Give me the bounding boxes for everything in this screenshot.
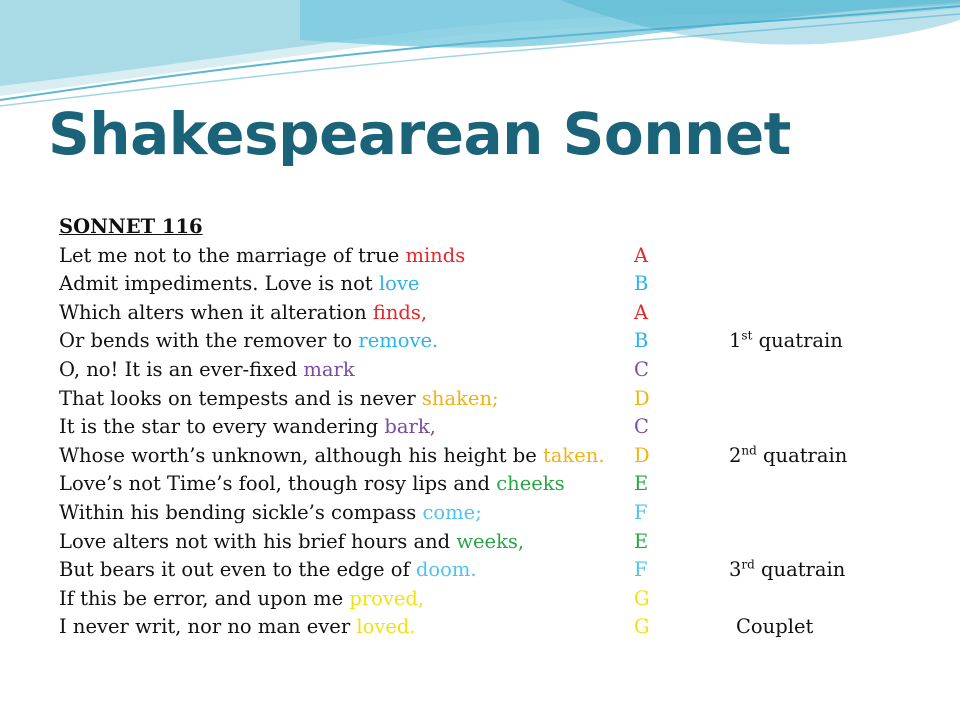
poem-line [59, 242, 649, 271]
header-wave-decoration [0, 0, 960, 110]
line-text: Which alters when it alteration [59, 300, 373, 324]
page-title: Shakespearean Sonnet [48, 100, 791, 168]
rhyme-letter: B [634, 272, 649, 296]
rhyme-word: shaken; [421, 386, 499, 410]
poem-line [59, 299, 649, 328]
line-text: It is the star to every wandering [59, 415, 385, 439]
quatrain-label-2: 2nd quatrain [729, 443, 848, 467]
line-text: But bears it out even to the edge of [59, 558, 416, 582]
line-text: I never writ, nor no man ever [59, 615, 357, 639]
poem-line [59, 385, 650, 414]
poem-line [59, 613, 814, 642]
sonnet-text [59, 213, 848, 642]
line-text: Love alters not with his brief hours and [59, 529, 457, 553]
rhyme-letter: A [634, 300, 649, 324]
rhyme-word: loved. [356, 615, 416, 639]
rhyme-letter: F [634, 558, 648, 582]
poem-line [59, 585, 650, 614]
couplet-label: Couplet [736, 615, 814, 639]
line-text: O, no! It is an ever-fixed [59, 357, 304, 381]
rhyme-word: proved, [349, 586, 425, 610]
rhyme-letter: A [634, 243, 649, 267]
sonnet-heading: SONNET 116 [59, 215, 203, 238]
poem-line [59, 470, 649, 499]
line-text: If this be error, and upon me [59, 586, 350, 610]
rhyme-word: mark [303, 357, 355, 381]
quatrain-label-1: 1st quatrain [729, 328, 843, 353]
rhyme-letter: D [634, 443, 650, 467]
line-text: Admit impediments. Love is not [59, 272, 379, 296]
rhyme-word: love [378, 272, 420, 296]
rhyme-letter: G [634, 586, 650, 610]
poem-line [59, 356, 649, 385]
rhyme-letter: G [634, 615, 650, 639]
rhyme-word: cheeks [496, 472, 565, 496]
rhyme-letter: C [634, 415, 649, 439]
poem-line [59, 528, 649, 557]
rhyme-word: weeks, [456, 529, 525, 553]
rhyme-letter: F [634, 500, 648, 524]
rhyme-letter: C [634, 357, 649, 381]
rhyme-word: remove. [358, 329, 439, 353]
line-text: Or bends with the remover to [59, 329, 359, 353]
line-text: Let me not to the marriage of true [59, 243, 406, 267]
poem-line [59, 270, 649, 299]
rhyme-letter: B [634, 329, 649, 353]
rhyme-word: bark, [384, 415, 436, 439]
rhyme-letter: E [634, 472, 649, 496]
rhyme-word: finds, [372, 300, 428, 324]
rhyme-word: come; [422, 500, 482, 524]
rhyme-letter: D [634, 386, 650, 410]
line-text: That looks on tempests and is never [59, 386, 422, 410]
line-text: Whose worth’s unknown, although his height be [59, 443, 543, 467]
poem-line [59, 499, 648, 528]
poem-line [59, 413, 649, 442]
rhyme-word: taken. [542, 443, 605, 467]
line-text: Within his bending sickle’s compass [59, 500, 423, 524]
poem-line [59, 556, 846, 585]
rhyme-word: doom. [415, 558, 477, 582]
rhyme-word: minds [405, 243, 466, 267]
line-text: Love’s not Time’s fool, though rosy lips and [59, 472, 497, 496]
poem-line [59, 327, 843, 356]
quatrain-label-3: 3rd quatrain [729, 557, 846, 582]
rhyme-letter: E [634, 529, 649, 553]
poem-line [59, 442, 848, 471]
